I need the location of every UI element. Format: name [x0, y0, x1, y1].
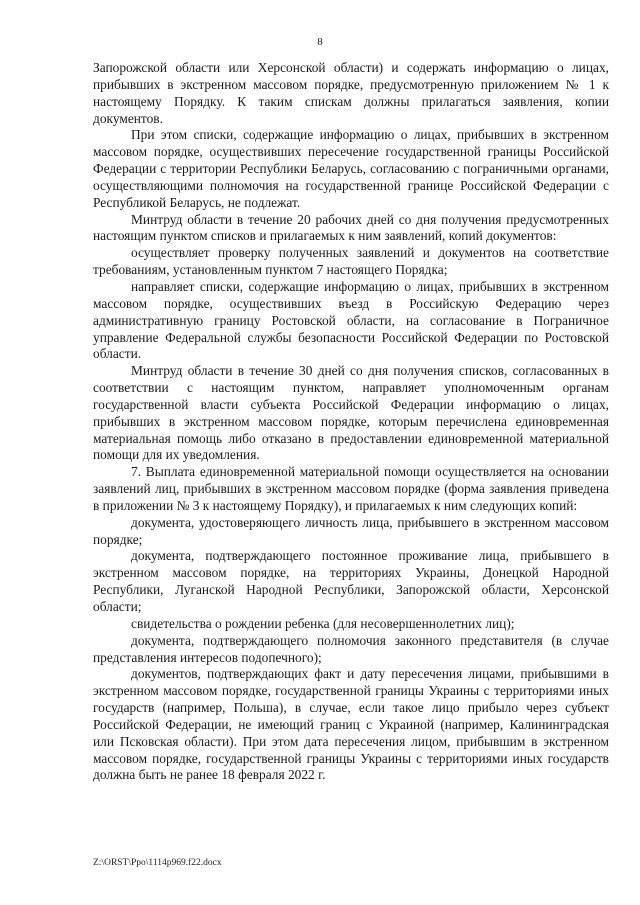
paragraph-item-7: 7. Выплата единовременной материальной помощи осуществляется на основании заявлений лиц, прибывших в экстренном массовом порядке (форма заявления приведена в приложении № 3 к настоящему Порядку), и прилагаемых к ним следующих копий: [93, 464, 609, 513]
document-body [93, 60, 609, 784]
paragraph-residence-document: документа, подтверждающего постоянное проживание лица, прибывшего в экстренном массовом порядке, на территориях Украины, Донецкой Народной Республики, Луганской Народной Республики, Запорожской области, Херсонской области; [93, 548, 609, 614]
footer-file-path: Z:\ORST\Ppo\1114p969.f22.docx [93, 858, 222, 868]
paragraph-border-crossing-documents: документов, подтверждающих факт и дату пересечения лицами, прибывшими в экстренном массовом порядке, государственной границы Украины с территориями иных государств (например, Польша), в случае, если такое лицо прибыло через субъект Российской Федерации, не имеющий границ с Украиной (например, Калининградская или Псковская области). При этом дата пересечения лицом, прибывшим в экстренном массовом порядке, государственной границы Украины с территориями иных государств должна быть не ранее 18 февраля 2022 г. [93, 666, 609, 783]
paragraph-verification: осуществляет проверку полученных заявлений и документов на соответствие требованиям, установленным пунктом 7 настоящего Порядка; [93, 245, 609, 278]
paragraph-border-approval-exemption: При этом списки, содержащие информацию о лицах, прибывших в экстренном массовом порядке, осуществивших пересечение государственной границы Российской Федерации с территории Республики Беларусь, согласованию с пограничными органами, осуществляющими полномочия на государственной границе Российской Федерации с Республикой Беларусь, не подлежат. [93, 127, 609, 210]
paragraph-mintrud-30-days: Минтруд области в течение 30 дней со дня получения списков, согласованных в соответствии с настоящим пунктом, направляет уполномоченным органам государственной власти субъекта Российской Федерации информацию о лицах, прибывших в экстренном массовом порядке, которым перечислена единовременная материальная помощь либо отказано в предоставлении единовременной материальной помощи для их уведомления. [93, 363, 609, 463]
paragraph-representative-document: документа, подтверждающего полномочия законного представителя (в случае представления интересов подопечного); [93, 632, 609, 665]
paragraph-mintrud-20-days: Минтруд области в течение 20 рабочих дней со дня получения предусмотренных настоящим пунктом списков и прилагаемых к ним заявлений, копий документов: [93, 211, 609, 244]
paragraph-continuation: Запорожской области или Херсонской области) и содержать информацию о лицах, прибывших в экстренном массовом порядке, предусмотренную приложением № 1 к настоящему Порядку. К таким спискам должны прилагаться заявления, копии документов. [93, 60, 609, 126]
paragraph-identity-document: документа, удостоверяющего личность лица, прибывшего в экстренном массовом порядке; [93, 514, 609, 547]
paragraph-send-lists: направляет списки, содержащие информацию о лицах, прибывших в экстренном массовом порядке, осуществивших въезд в Российскую Федерацию через административную границу Ростовской области, на согласование в Пограничное управление Федеральной службы безопасности Российской Федерации по Ростовской области. [93, 278, 609, 362]
page-number: 8 [317, 36, 323, 48]
paragraph-birth-certificate: свидетельства о рождении ребенка (для несовершеннолетних лиц); [131, 615, 515, 631]
